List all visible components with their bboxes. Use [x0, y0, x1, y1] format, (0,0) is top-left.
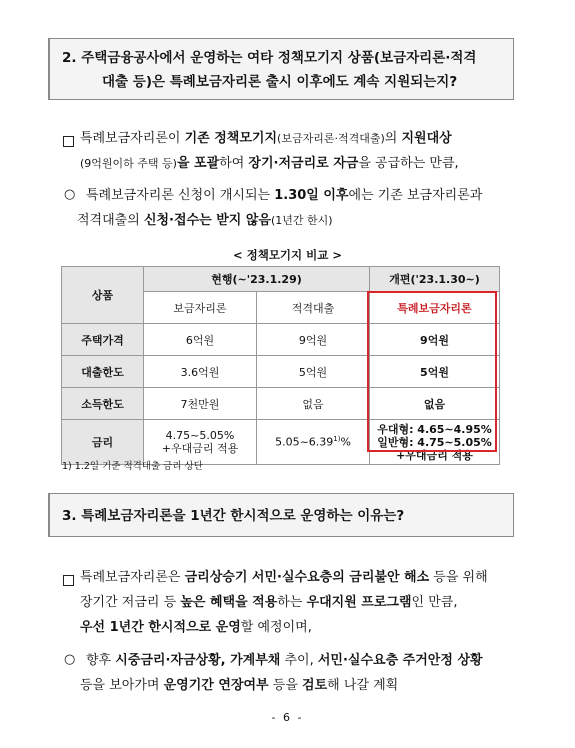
cell: 없음: [257, 388, 370, 420]
paragraph-4-line2: [80, 673, 520, 698]
rate-c2: 5.05~6.39: [275, 435, 334, 449]
cell: [257, 420, 370, 465]
paragraph-1-line2: [80, 151, 530, 176]
table-caption: < 정책모기지 비교 >: [232, 248, 343, 262]
question-3-text: 3. 특례보금자리론을 1년간 한시적으로 운영하는 이유는?: [62, 508, 405, 524]
p3-text-a: 특례보금자리론은: [80, 570, 185, 585]
rate-c1-line1: 4.75~5.05%: [165, 429, 235, 442]
p4-text-i: 해 나갈 계획: [327, 678, 399, 693]
cell: 5억원: [370, 356, 500, 388]
row-label: 소득한도: [62, 388, 144, 420]
cell: 없음: [370, 388, 500, 420]
cell: 9억원: [370, 324, 500, 356]
header-revised: 개편('23.1.30~): [370, 267, 500, 292]
p4-text-c: 추이,: [280, 653, 318, 668]
p4-text-d: 서민·실수요층 주거안정 상황: [317, 653, 483, 668]
p3-text-g: 우대지원 프로그램: [306, 595, 412, 610]
p3-text-c: 등을 위해: [429, 570, 488, 585]
square-bullet-icon: [63, 575, 74, 586]
sub-header-jeokgyeok: 적격대출: [257, 292, 370, 324]
p2-text-d: 적격대출의: [77, 213, 144, 228]
question-2-line1: 2. 주택금융공사에서 운영하는 여타 정책모기지 상품(보금자리론·적격: [62, 50, 477, 66]
p4-text-g: 등을: [268, 678, 303, 693]
p3-text-h: 인 만큼,: [411, 595, 458, 610]
p1-text-f: (9억원이하 주택 등): [80, 157, 177, 170]
p1-text-g: 을 포괄: [176, 156, 220, 171]
sub-header-special: 특례보금자리론: [370, 292, 500, 324]
p1-text-b: 기존 정책모기지: [184, 131, 278, 146]
question-box-2: [48, 38, 514, 100]
cell: 5억원: [257, 356, 370, 388]
circle-bullet-icon: ○: [64, 187, 76, 202]
rate-c3-line3: +우대금리 적용: [396, 448, 473, 462]
sub-header-bogeumjari: 보금자리론: [144, 292, 257, 324]
rate-c2-percent: %: [340, 435, 351, 449]
p1-text-i: 장기·저금리로 자금: [248, 156, 359, 171]
p4-text-h: 검토: [302, 678, 328, 693]
p3-text-b: 금리상승기 서민·실수요층의 금리불안 해소: [184, 570, 430, 585]
header-current: 현행(~'23.1.29): [144, 267, 370, 292]
comparison-table: [61, 266, 500, 465]
rate-c1-line2: +우대금리 적용: [161, 442, 239, 455]
paragraph-1: [80, 126, 520, 151]
p3-text-j: 할 예정이며,: [240, 620, 312, 635]
p1-text-h: 하여: [219, 156, 249, 171]
table-footnote: 1) 1.2일 기준 적격대출 금리 상단: [62, 461, 203, 472]
table-row: [62, 388, 500, 420]
cell: 7천만원: [144, 388, 257, 420]
square-bullet-icon: [63, 136, 74, 147]
header-product: 상품: [62, 267, 144, 324]
paragraph-4: [86, 648, 526, 673]
table-row: [62, 324, 500, 356]
rate-c2-footnote-marker: 1): [333, 435, 341, 444]
p1-text-e: 지원대상: [401, 131, 452, 146]
cell: 6억원: [144, 324, 257, 356]
cell: 3.6억원: [144, 356, 257, 388]
cell: [370, 420, 500, 465]
p2-text-c: 에는 기존 보금자리론과: [348, 188, 483, 203]
paragraph-3-line3: [80, 615, 525, 640]
row-label: 주택가격: [62, 324, 144, 356]
paragraph-3-line2: [80, 590, 525, 615]
question-box-3: [48, 493, 514, 537]
p2-text-f: (1년간 한시): [270, 214, 333, 227]
circle-bullet-icon: ○: [64, 652, 76, 667]
table-row: [62, 356, 500, 388]
p2-text-a: 특례보금자리론 신청이 개시되는: [86, 188, 275, 203]
p4-text-e: 등을 보아가며: [80, 678, 164, 693]
p4-text-a: 향후: [86, 653, 116, 668]
p3-text-f: 하는: [277, 595, 307, 610]
paragraph-2-line2: [77, 208, 517, 233]
rate-c3-line2: 일반형: 4.75~5.05%: [377, 435, 492, 449]
p3-text-e: 높은 혜택을 적용: [180, 595, 278, 610]
rate-c3-line1: 우대형: 4.65~4.95%: [377, 422, 492, 436]
p1-text-j: 을 공급하는 만큼,: [358, 156, 459, 171]
paragraph-3: [80, 565, 525, 590]
p4-text-f: 운영기간 연장여부: [163, 678, 269, 693]
p2-text-b: 1.30일 이후: [274, 188, 349, 203]
page-number: - 6 -: [271, 711, 304, 724]
p3-text-d: 장기간 저금리 등: [80, 595, 181, 610]
cell: 9억원: [257, 324, 370, 356]
row-label: 대출한도: [62, 356, 144, 388]
p4-text-b: 시중금리·자금상황, 가계부채: [115, 653, 281, 668]
p2-text-e: 신청·접수는 받지 않음: [143, 213, 271, 228]
question-2-line2: 대출 등)은 특례보금자리론 출시 이후에도 계속 지원되는지?: [102, 74, 458, 90]
p1-text-a: 특례보금자리론이: [80, 131, 185, 146]
p1-text-c: (보금자리론·적격대출): [277, 132, 385, 145]
row-label: 금리: [62, 420, 144, 465]
p3-text-i: 우선 1년간 한시적으로 운영: [80, 620, 241, 635]
p1-text-d: 의: [384, 131, 402, 146]
paragraph-2: [86, 183, 526, 208]
